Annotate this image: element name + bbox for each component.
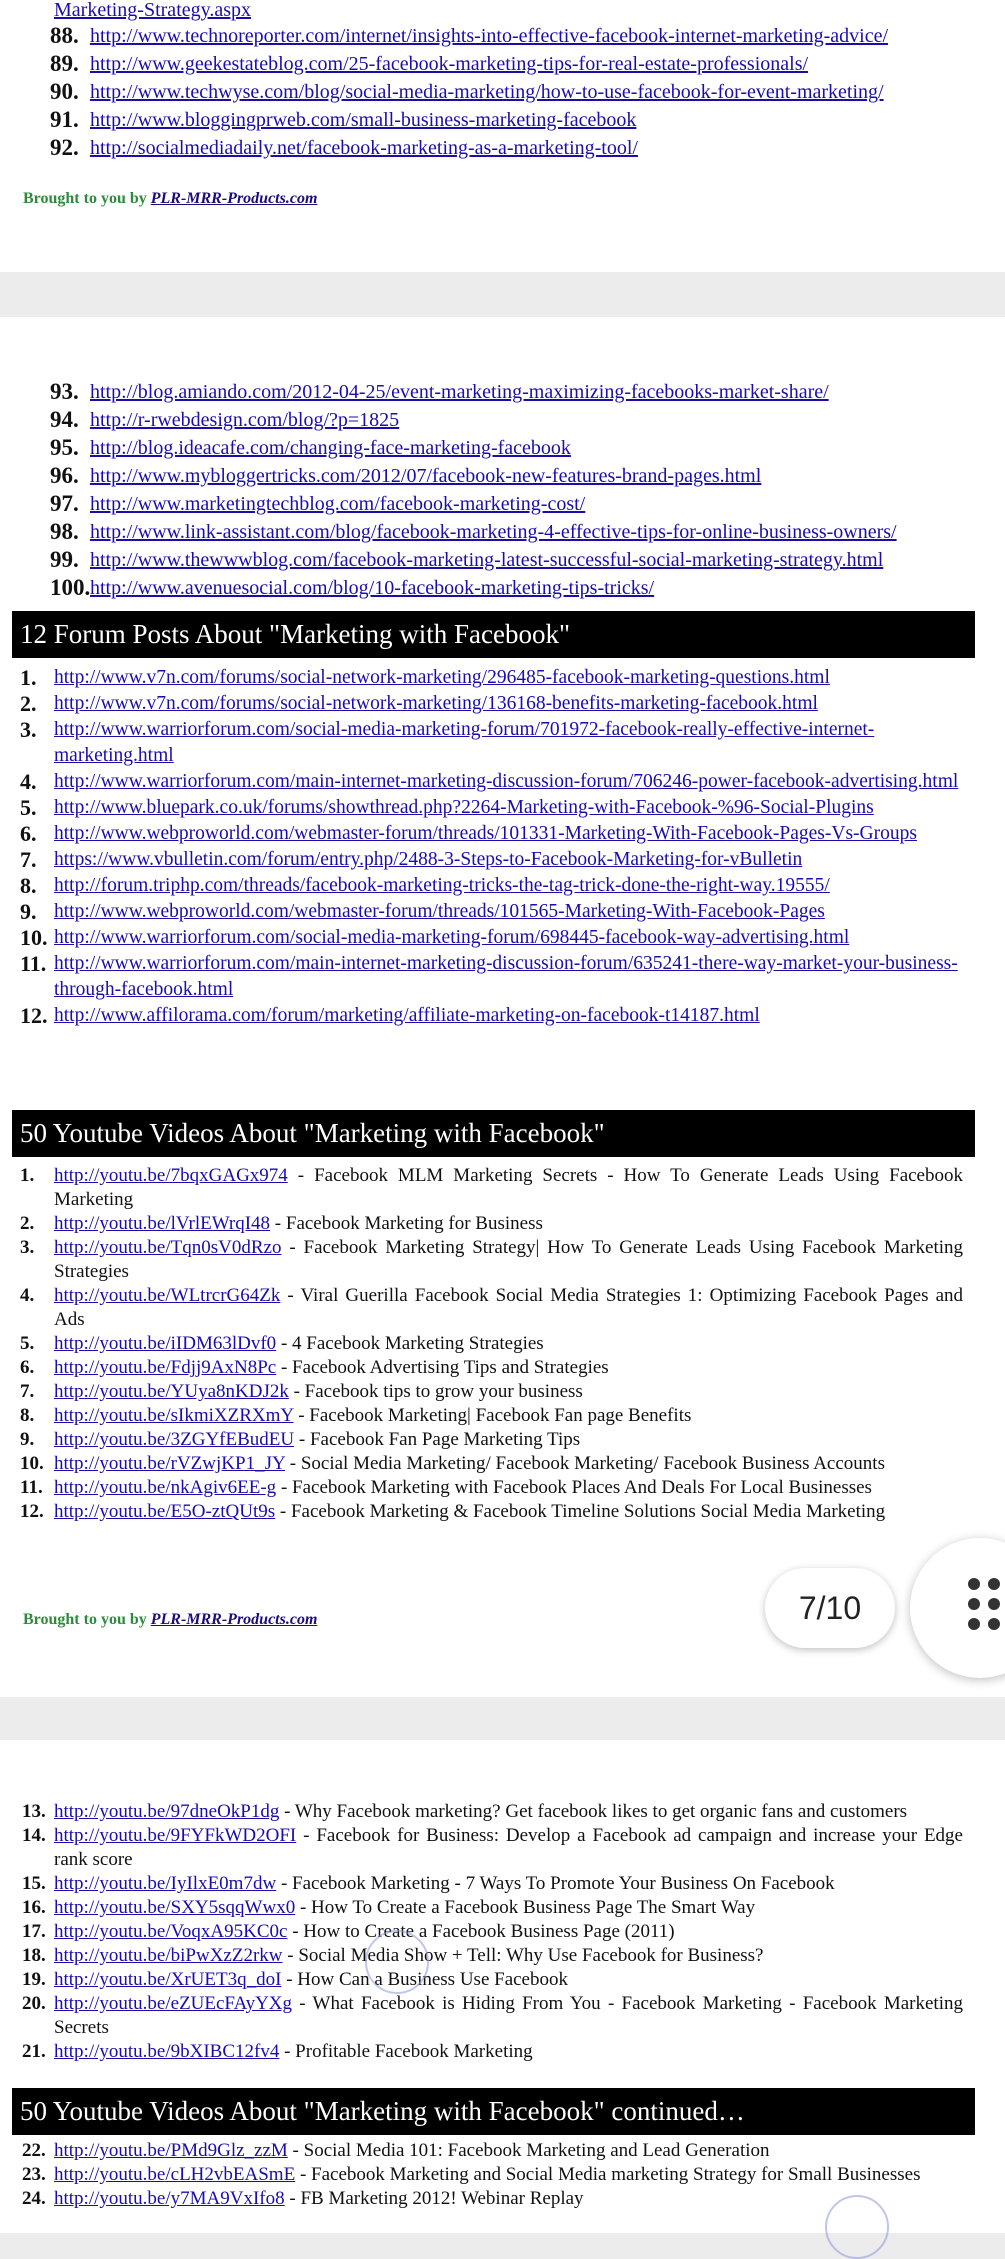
- url-link[interactable]: http://www.warriorforum.com/social-media-marketing-forum/698445-facebook-way-advertising.html: [54, 927, 850, 948]
- url-link[interactable]: http://www.bloggingprweb.com/small-business-marketing-facebook: [90, 109, 637, 131]
- video-link[interactable]: http://youtu.be/Tqn0sV0dRzo: [54, 1237, 282, 1258]
- video-link[interactable]: http://youtu.be/WLtrcrG64Zk: [54, 1285, 281, 1306]
- video-item: [0, 1800, 1005, 1824]
- video-title: - Viral Guerilla Facebook Social Media Strategies 1: Optimizing Facebook Pages and Ads: [54, 1285, 963, 1330]
- item-number: 10.: [20, 1453, 44, 1474]
- resource-link-list: [0, 22, 1005, 162]
- url-link[interactable]: http://www.marketingtechblog.com/facebook-marketing-cost/: [90, 493, 586, 515]
- url-link[interactable]: http://blog.ideacafe.com/changing-face-marketing-facebook: [90, 437, 571, 459]
- link-item: [0, 899, 975, 925]
- video-item: [0, 1428, 1005, 1452]
- url-link[interactable]: http://www.link-assistant.com/blog/facebook-marketing-4-effective-tips-for-online-business-owners/: [90, 521, 897, 543]
- item-number: 12.: [20, 1003, 48, 1028]
- item-number: 8.: [20, 873, 37, 898]
- link-item: [0, 434, 1005, 462]
- video-title: - Facebook Advertising Tips and Strategies: [276, 1357, 609, 1378]
- video-link[interactable]: http://youtu.be/VoqxA95KC0c: [54, 1921, 288, 1942]
- video-link[interactable]: http://youtu.be/IyIlxE0m7dw: [54, 1873, 277, 1894]
- video-title: - How to Create a Facebook Business Page (2011): [287, 1921, 675, 1942]
- item-number: 6.: [20, 821, 37, 846]
- link-item: [0, 873, 975, 899]
- item-number: 22.: [22, 2140, 46, 2161]
- item-number: 2.: [20, 1213, 35, 1234]
- video-link[interactable]: http://youtu.be/lVrlEWrqI48: [54, 1213, 271, 1234]
- item-number: 16.: [22, 1897, 46, 1918]
- video-link[interactable]: http://youtu.be/E5O-ztQUt9s: [54, 1501, 276, 1522]
- item-number: 2.: [20, 691, 37, 716]
- video-item: [0, 1872, 1005, 1896]
- item-number: 10.: [20, 925, 48, 950]
- item-number: 1.: [20, 1165, 35, 1186]
- link-item: [0, 134, 1005, 162]
- link-item: [0, 821, 975, 847]
- video-item: [0, 2163, 1005, 2187]
- pdf-page-3: [0, 1740, 1005, 2233]
- video-title: - Facebook MLM Marketing Secrets - How To Generate Leads Using Facebook Marketing: [54, 1165, 963, 1210]
- grid-dots-icon[interactable]: [968, 1578, 1002, 1632]
- brought-link[interactable]: PLR-MRR-Products.com: [150, 190, 318, 207]
- video-item: [0, 1164, 1005, 1212]
- item-number: 88.: [50, 23, 79, 48]
- item-number: 100.: [50, 575, 91, 600]
- page-indicator: 7/10: [765, 1568, 895, 1648]
- url-link[interactable]: http://www.warriorforum.com/social-media-marketing-forum/701972-facebook-really-effective-internet-marketing.html: [54, 719, 875, 766]
- video-link[interactable]: http://youtu.be/y7MA9VxIfo8: [54, 2188, 285, 2209]
- video-link[interactable]: http://youtu.be/Fdjj9AxN8Pc: [54, 1357, 277, 1378]
- video-item: [0, 1824, 1005, 1872]
- video-title: - FB Marketing 2012! Webinar Replay: [284, 2188, 584, 2209]
- item-number: 91.: [50, 107, 79, 132]
- item-number: 21.: [22, 2041, 46, 2062]
- video-item: [0, 1236, 1005, 1284]
- video-title: - Facebook tips to grow your business: [288, 1381, 583, 1402]
- url-link[interactable]: http://www.v7n.com/forums/social-network-marketing/136168-benefits-marketing-facebook.html: [54, 693, 818, 714]
- brought-to-you-footer-2: [23, 1611, 317, 1629]
- link-item: [0, 546, 1005, 574]
- video-item: [0, 1476, 1005, 1500]
- video-item: [0, 1380, 1005, 1404]
- link-item: [0, 717, 975, 769]
- brought-link[interactable]: PLR-MRR-Products.com: [150, 1611, 318, 1628]
- video-title: - Profitable Facebook Marketing: [279, 2041, 533, 2062]
- link-item: [0, 490, 1005, 518]
- video-item: [0, 2040, 1005, 2064]
- item-number: 96.: [50, 463, 79, 488]
- pdf-page-2: [0, 317, 1005, 1697]
- video-link[interactable]: http://youtu.be/cLH2vbEASmE: [54, 2164, 296, 2185]
- link-continuation[interactable]: [54, 0, 251, 22]
- video-link[interactable]: http://youtu.be/SXY5sqqWwx0: [54, 1897, 296, 1918]
- item-number: 3.: [20, 717, 37, 742]
- link-tail[interactable]: Marketing-Strategy.aspx: [54, 0, 251, 21]
- item-number: 93.: [50, 379, 79, 404]
- item-number: 3.: [20, 1237, 35, 1258]
- video-item: [0, 1944, 1005, 1968]
- video-link[interactable]: http://youtu.be/9FYFkWD2OFI: [54, 1825, 297, 1846]
- pdf-page-1: [0, 0, 1005, 272]
- item-number: 13.: [22, 1801, 46, 1822]
- youtube-continued-heading: 50 Youtube Videos About "Marketing with Facebook" continued…: [12, 2088, 975, 2135]
- link-item: [0, 406, 1005, 434]
- url-link[interactable]: http://r-rwebdesign.com/blog/?p=1825: [90, 409, 400, 431]
- video-title: - Social Media 101: Facebook Marketing and Lead Generation: [287, 2140, 770, 2161]
- item-number: 20.: [22, 1993, 46, 2014]
- video-title: - What Facebook is Hiding From You - Facebook Marketing - Facebook Marketing Secrets: [54, 1993, 963, 2038]
- item-number: 4.: [20, 1285, 35, 1306]
- url-link[interactable]: http://www.v7n.com/forums/social-network-marketing/296485-facebook-marketing-questions.html: [54, 667, 830, 688]
- video-title: - Facebook Fan Page Marketing Tips: [294, 1429, 581, 1450]
- link-item: [0, 769, 975, 795]
- link-item: [0, 574, 1005, 602]
- link-item: [0, 518, 1005, 546]
- link-item: [0, 22, 1005, 50]
- video-link[interactable]: http://youtu.be/97dneOkP1dg: [54, 1801, 280, 1822]
- item-number: 23.: [22, 2164, 46, 2185]
- video-item: [0, 1212, 1005, 1236]
- item-number: 14.: [22, 1825, 46, 1846]
- video-title: - Facebook Marketing| Facebook Fan page Benefits: [293, 1405, 692, 1426]
- video-title: - Facebook Marketing - 7 Ways To Promote Your Business On Facebook: [276, 1873, 835, 1894]
- video-title: - How To Create a Facebook Business Page The Smart Way: [295, 1897, 756, 1918]
- url-link[interactable]: http://www.warriorforum.com/main-internet-marketing-discussion-forum/635241-there-way-market-your-business-through-facebook.html: [54, 953, 958, 1000]
- link-item: [0, 1003, 975, 1029]
- item-number: 7.: [20, 1381, 35, 1402]
- link-item: [0, 462, 1005, 490]
- url-link[interactable]: http://www.techwyse.com/blog/social-media-marketing/how-to-use-facebook-for-event-marketing/: [90, 81, 884, 103]
- video-link[interactable]: http://youtu.be/9bXIBC12fv4: [54, 2041, 280, 2062]
- youtube-videos-heading: 50 Youtube Videos About "Marketing with Facebook": [12, 1110, 975, 1157]
- item-number: 90.: [50, 79, 79, 104]
- touch-ripple: [825, 2195, 889, 2259]
- resource-link-list-continued: [0, 378, 1005, 602]
- item-number: 98.: [50, 519, 79, 544]
- url-link[interactable]: http://blog.amiando.com/2012-04-25/event-marketing-maximizing-facebooks-market-share/: [90, 381, 829, 403]
- video-item: [0, 1356, 1005, 1380]
- item-number: 15.: [22, 1873, 46, 1894]
- video-title: - 4 Facebook Marketing Strategies: [276, 1333, 544, 1354]
- video-item: [0, 1284, 1005, 1332]
- item-number: 17.: [22, 1921, 46, 1942]
- url-link[interactable]: https://www.vbulletin.com/forum/entry.php/2488-3-Steps-to-Facebook-Marketing-for-vBulletin: [54, 849, 803, 870]
- item-number: 97.: [50, 491, 79, 516]
- video-item: [0, 1920, 1005, 1944]
- item-number: 11.: [20, 1477, 43, 1498]
- video-item: [0, 1992, 1005, 2040]
- video-title: - Facebook Marketing & Facebook Timeline Solutions Social Media Marketing: [275, 1501, 886, 1522]
- video-item: [0, 1896, 1005, 1920]
- video-item: [0, 1968, 1005, 1992]
- item-number: 24.: [22, 2188, 46, 2209]
- video-link[interactable]: http://youtu.be/eZUEcFAyYXg: [54, 1993, 293, 2014]
- link-item: [0, 795, 975, 821]
- url-link[interactable]: http://www.affilorama.com/forum/marketing/affiliate-marketing-on-facebook-t14187.html: [54, 1005, 760, 1026]
- item-number: 7.: [20, 847, 37, 872]
- item-number: 95.: [50, 435, 79, 460]
- link-item: [0, 691, 975, 717]
- video-link[interactable]: http://youtu.be/iIDM63lDvf0: [54, 1333, 277, 1354]
- forum-post-list: [0, 665, 975, 1029]
- video-title: - Facebook Marketing Strategy| How To Generate Leads Using Facebook Marketing Strategies: [54, 1237, 963, 1282]
- video-link[interactable]: http://youtu.be/nkAgiv6EE-g: [54, 1477, 277, 1498]
- video-title: - Facebook Marketing for Business: [270, 1213, 543, 1234]
- link-item: [0, 847, 975, 873]
- url-link[interactable]: http://www.geekestateblog.com/25-facebook-marketing-tips-for-real-estate-professionals/: [90, 53, 809, 75]
- video-item: [0, 1404, 1005, 1428]
- link-item: [0, 50, 1005, 78]
- video-link[interactable]: http://youtu.be/3ZGYfEBudEU: [54, 1429, 295, 1450]
- item-number: 12.: [20, 1501, 44, 1522]
- forum-posts-heading: 12 Forum Posts About "Marketing with Facebook": [12, 611, 975, 658]
- video-link[interactable]: http://youtu.be/rVZwjKP1_JY: [54, 1453, 285, 1474]
- video-item: [0, 1452, 1005, 1476]
- video-title: - Facebook Marketing and Social Media marketing Strategy for Small Businesses: [295, 2164, 921, 2185]
- video-title: - Facebook for Business: Develop a Facebook ad campaign and increase your Edge rank score: [54, 1825, 963, 1870]
- item-number: 9.: [20, 899, 37, 924]
- video-item: [0, 1500, 1005, 1524]
- video-title: - Social Media Show + Tell: Why Use Facebook for Business?: [282, 1945, 764, 1966]
- youtube-video-list: [0, 1164, 1005, 1524]
- item-number: 5.: [20, 795, 37, 820]
- item-number: 99.: [50, 547, 79, 572]
- item-number: 6.: [20, 1357, 35, 1378]
- link-item: [0, 78, 1005, 106]
- item-number: 89.: [50, 51, 79, 76]
- video-item: [0, 1332, 1005, 1356]
- url-link[interactable]: http://www.webproworld.com/webmaster-forum/threads/101565-Marketing-With-Facebook-Pages: [54, 901, 825, 922]
- brought-label: Brought to you by: [23, 190, 147, 207]
- video-title: - Why Facebook marketing? Get facebook likes to get organic fans and customers: [279, 1801, 908, 1822]
- youtube-video-list-continued: [0, 1800, 1005, 2064]
- item-number: 18.: [22, 1945, 46, 1966]
- link-item: [0, 925, 975, 951]
- touch-ripple: [365, 1930, 429, 1994]
- video-link[interactable]: http://youtu.be/sIkmiXZRXmY: [54, 1405, 294, 1426]
- link-item: [0, 951, 975, 1003]
- url-link[interactable]: http://www.thewwwblog.com/facebook-marketing-latest-successful-social-marketing-strategy.html: [90, 549, 884, 571]
- video-link[interactable]: http://youtu.be/YUya8nKDJ2k: [54, 1381, 289, 1402]
- url-link[interactable]: http://www.webproworld.com/webmaster-forum/threads/101331-Marketing-With-Facebook-Pages-Vs-Groups: [54, 823, 917, 844]
- url-link[interactable]: http://www.avenuesocial.com/blog/10-facebook-marketing-tips-tricks/: [90, 577, 655, 599]
- url-link[interactable]: http://www.mybloggertricks.com/2012/07/facebook-new-features-brand-pages.html: [90, 465, 762, 487]
- url-link[interactable]: http://www.technoreporter.com/internet/insights-into-effective-facebook-internet-marketing-advice/: [90, 25, 889, 47]
- video-link[interactable]: http://youtu.be/PMd9Glz_zzM: [54, 2140, 288, 2161]
- item-number: 5.: [20, 1333, 35, 1354]
- video-title: - How Can a Business Use Facebook: [281, 1969, 568, 1990]
- url-link[interactable]: http://socialmediadaily.net/facebook-marketing-as-a-marketing-tool/: [90, 137, 638, 159]
- video-link[interactable]: http://youtu.be/biPwXzZ2rkw: [54, 1945, 283, 1966]
- video-link[interactable]: http://youtu.be/7bqxGAGx974: [54, 1165, 288, 1186]
- item-number: 4.: [20, 769, 37, 794]
- link-item: [0, 106, 1005, 134]
- video-title: - Facebook Marketing with Facebook Places And Deals For Local Businesses: [276, 1477, 872, 1498]
- item-number: 11.: [20, 951, 47, 976]
- item-number: 9.: [20, 1429, 35, 1450]
- item-number: 8.: [20, 1405, 35, 1426]
- item-number: 1.: [20, 665, 37, 690]
- url-link[interactable]: http://www.bluepark.co.uk/forums/showthread.php?2264-Marketing-with-Facebook-%96-Social-Plugins: [54, 797, 874, 818]
- video-link[interactable]: http://youtu.be/XrUET3q_doI: [54, 1969, 282, 1990]
- item-number: 19.: [22, 1969, 46, 1990]
- link-item: [0, 665, 975, 691]
- link-item: [0, 378, 1005, 406]
- url-link[interactable]: http://forum.triphp.com/threads/facebook-marketing-tricks-the-tag-trick-done-the-right-way.19555/: [54, 875, 830, 896]
- url-link[interactable]: http://www.warriorforum.com/main-internet-marketing-discussion-forum/706246-power-facebook-advertising.html: [54, 771, 959, 792]
- item-number: 92.: [50, 135, 79, 160]
- video-item: [0, 2139, 1005, 2163]
- brought-label: Brought to you by: [23, 1611, 147, 1628]
- brought-to-you-footer: [23, 190, 317, 208]
- item-number: 94.: [50, 407, 79, 432]
- video-title: - Social Media Marketing/ Facebook Marketing/ Facebook Business Accounts: [285, 1453, 885, 1474]
